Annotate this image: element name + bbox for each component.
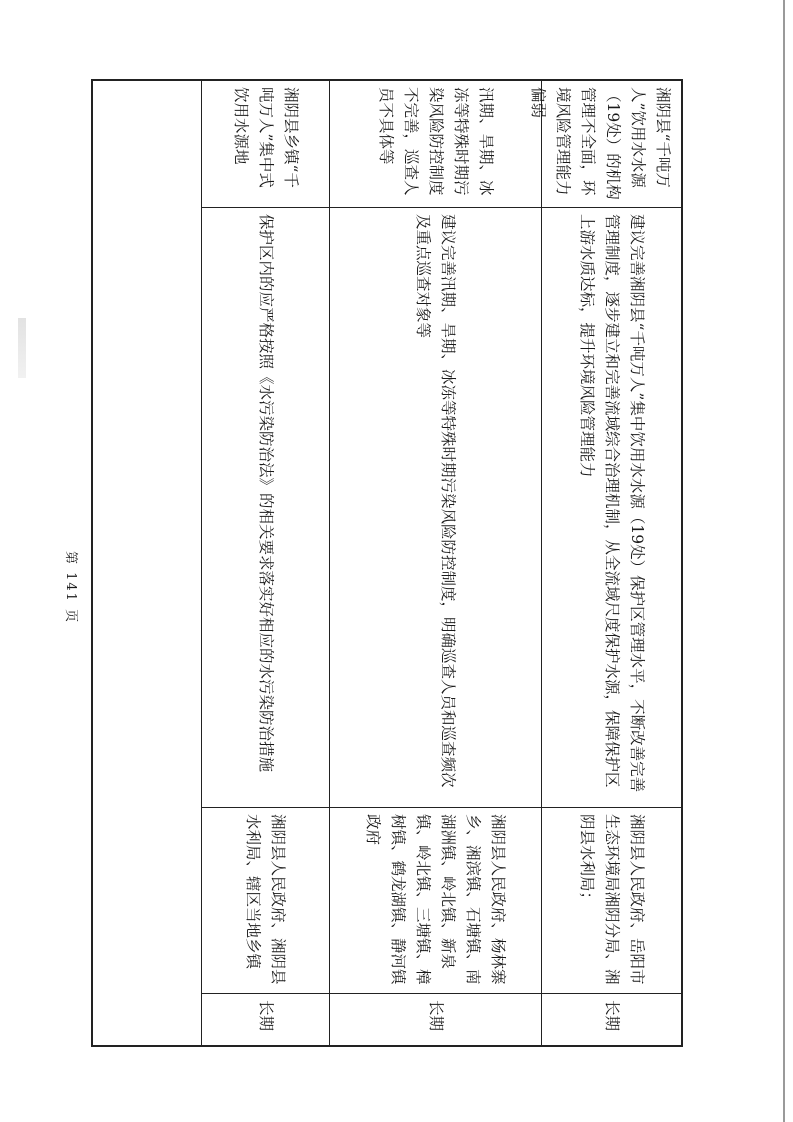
measure-cell	[330, 208, 541, 808]
responsible-text: 湘阴县人民政府、湘阴县水利局、辖区当地乡镇	[244, 814, 288, 985]
table-row	[329, 81, 541, 1045]
problem-text: 汛期、旱期、冰冻等特殊时期污染风险防控制度不完善，巡查人员不具体等	[377, 87, 495, 196]
responsible-cell	[330, 808, 541, 994]
timeline-cell	[330, 994, 541, 1045]
measure-text: 建议完善汛期、旱期、冰冻等特殊时期污染风险防控制度，明确巡查人员和巡查频次及重点巡查对象等	[414, 214, 458, 788]
scan-artifact	[18, 318, 26, 378]
timeline-cell	[542, 994, 681, 1045]
measures-table	[91, 79, 683, 1047]
measure-cell	[202, 208, 329, 808]
timeline-text: 长期	[427, 1000, 445, 1032]
responsible-text: 湘阴县人民政府、岳阳市生态环境局湘阴分局、湘阴县水利局；	[578, 814, 646, 985]
responsible-cell	[542, 808, 681, 994]
timeline-cell	[202, 994, 329, 1045]
problem-cell: 湘阴县“千吨万人”饮用水水源（19处）的机构管理不全面，环境风险管理能力偏弱	[542, 81, 681, 208]
table-frame	[91, 79, 683, 1047]
timeline-text: 长期	[257, 1000, 275, 1032]
page-edge	[783, 0, 785, 1122]
table-empty-area	[93, 81, 201, 1045]
table-row	[529, 81, 681, 1045]
measure-cell	[542, 208, 681, 808]
measure-text: 建议完善湘阴县“千吨万人”集中饮用水水源（19处）保护区管理水平，不断改善完善管理制度，逐步建立和完善流域综合治理机制，从全流域尺度保护水源，保障保护区上游水质达标，提升环境风险管理能力	[578, 214, 646, 793]
problem-cell	[330, 81, 541, 208]
page-number: 第 141 页	[63, 551, 78, 625]
problem-text: 湘阴县乡镇“千吨万人”集中式饮用水源地	[232, 87, 300, 188]
timeline-text: 长期	[603, 1000, 621, 1032]
problem-cell	[202, 81, 329, 208]
responsible-text: 湘阴县人民政府、杨林寨乡、湘滨镇、石塘镇、南湖洲镇、岭北镇、新泉镇、岭北镇、三塘镇、樟树镇、鹤龙湖镇、静河镇政府	[364, 814, 508, 985]
measure-text: 保护区内的应严格按照《水污染防治法》的相关要求落实好相应的水污染防治措施	[257, 214, 275, 773]
table-row	[201, 81, 329, 1045]
responsible-cell	[202, 808, 329, 994]
